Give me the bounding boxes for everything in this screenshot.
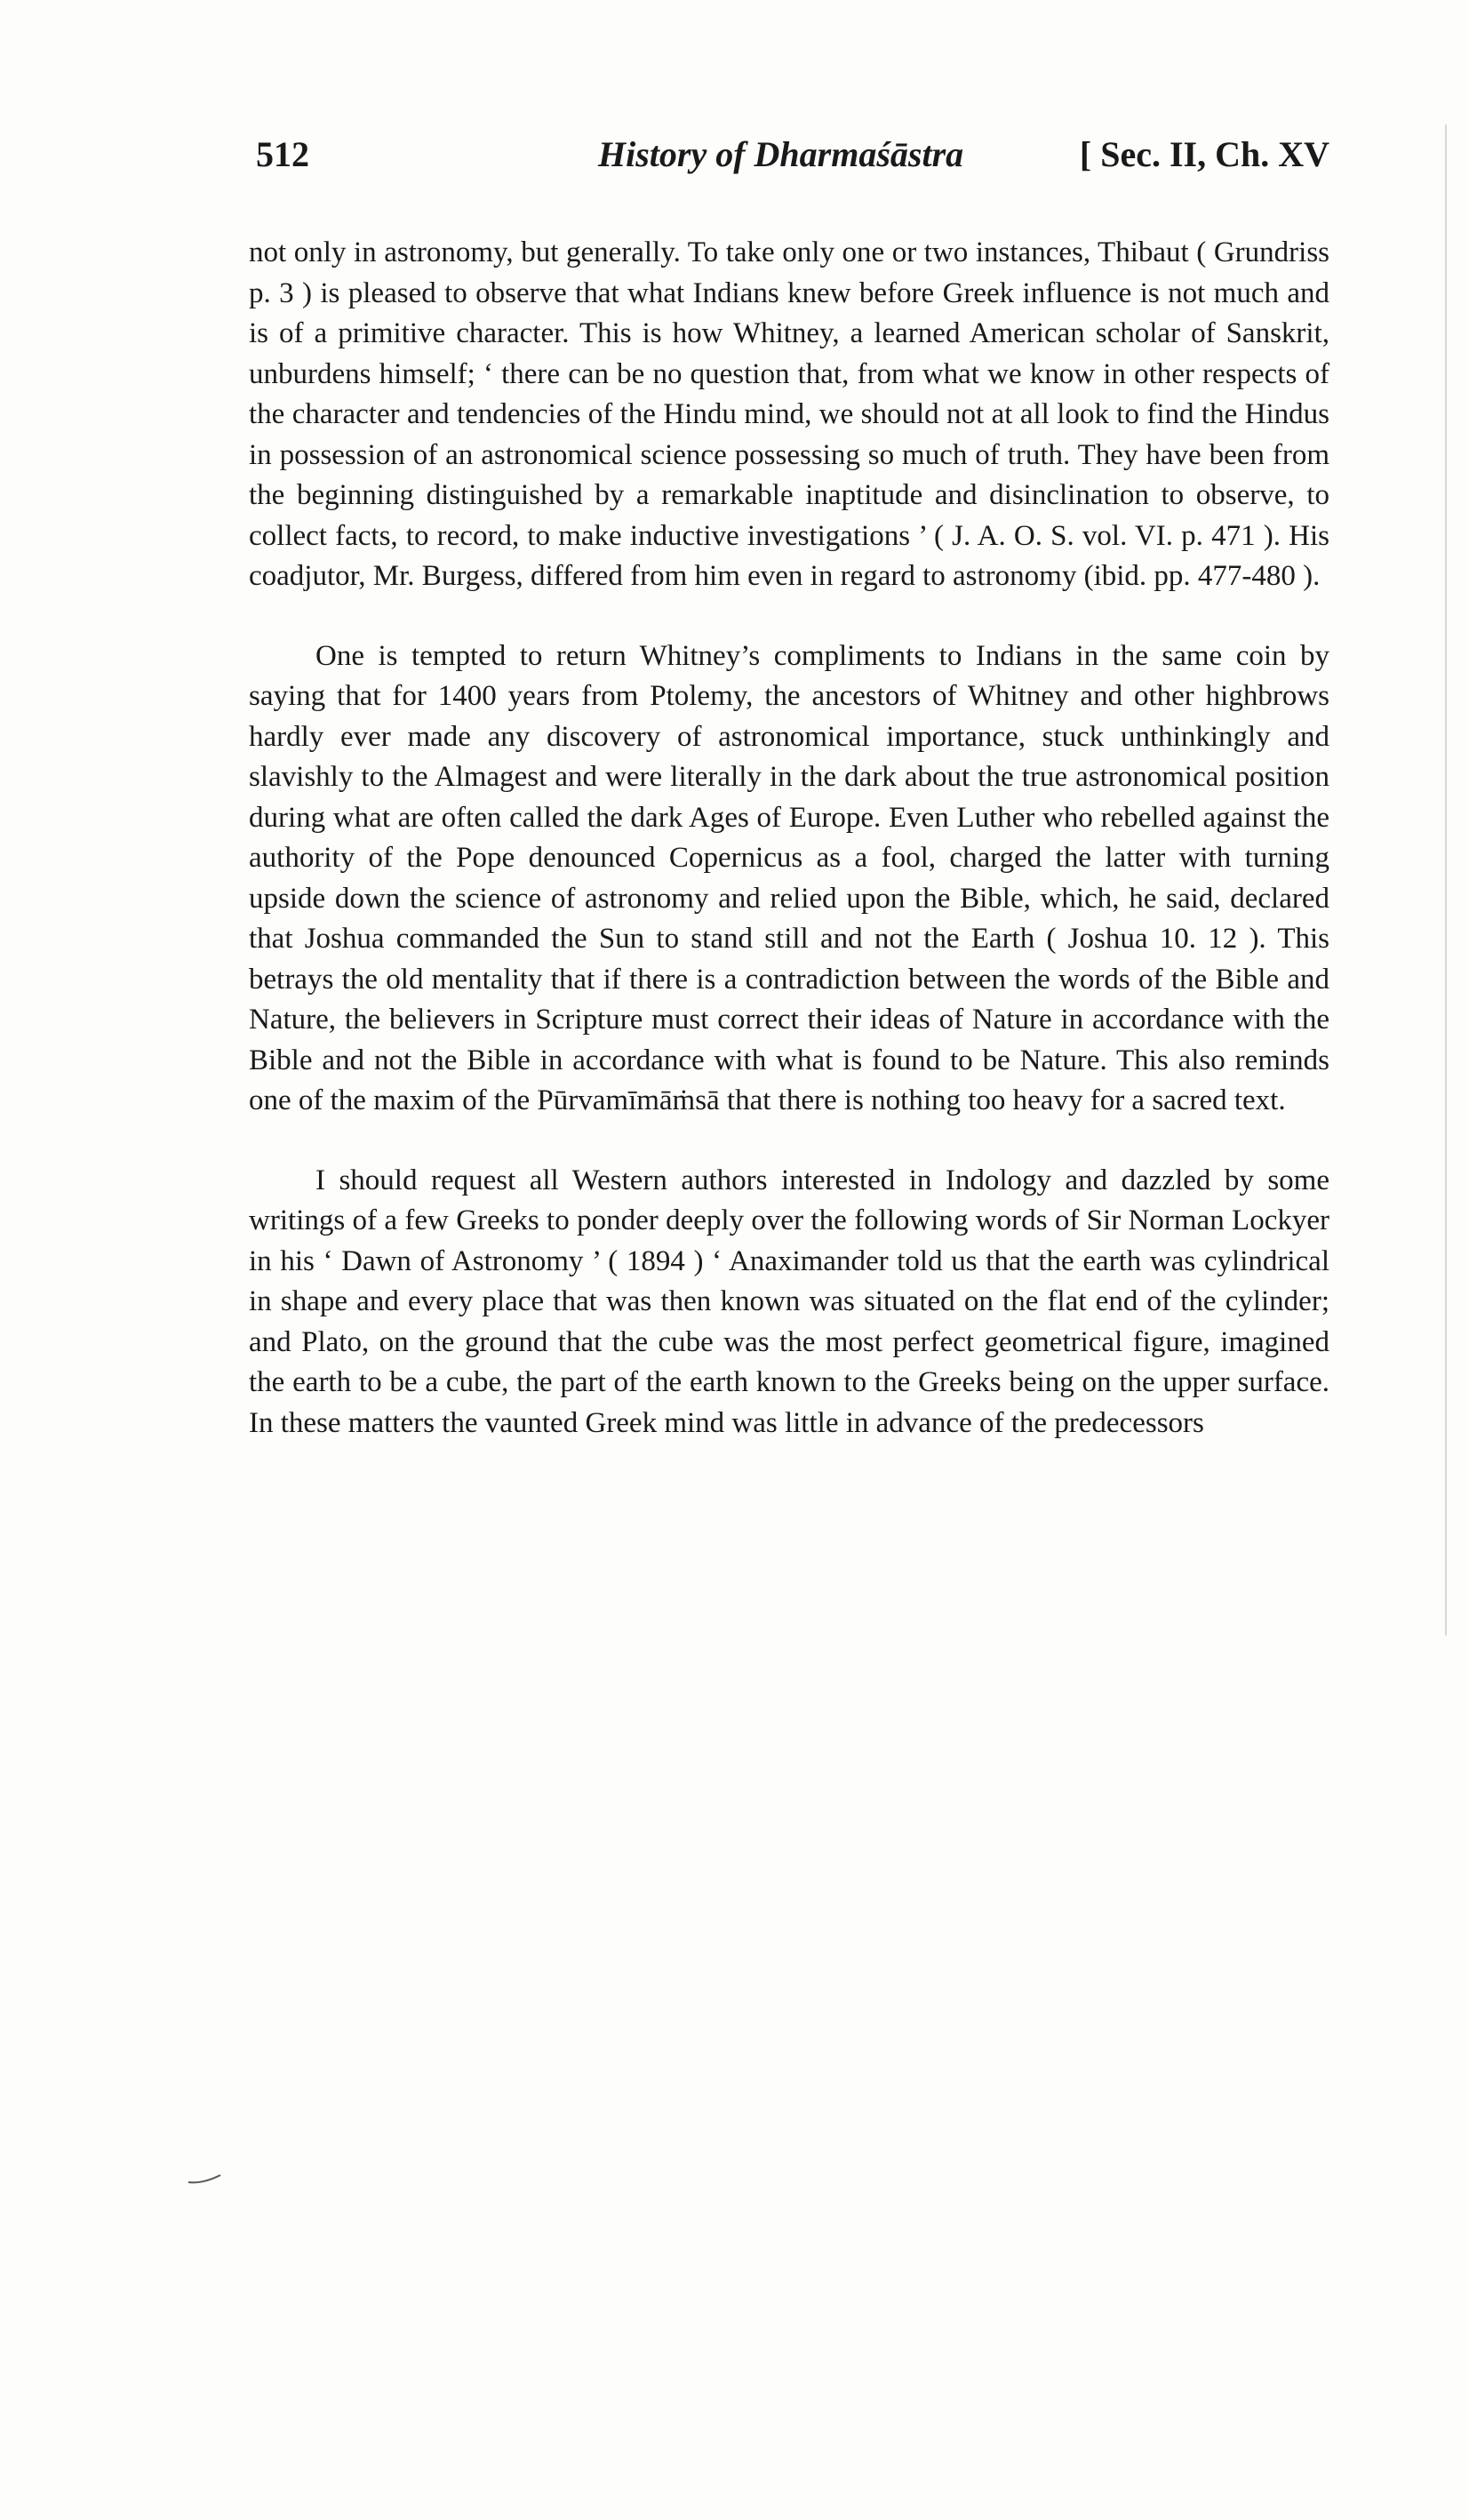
page-header: [256, 133, 1329, 187]
running-title: History of Dharmaśāstra: [598, 134, 964, 174]
paragraph-whitney-compliments: One is tempted to return Whitney’s compliments to Indians in the same coin by saying that for 1400 years from Ptolemy, the ancestors of Whitney and other highbrows hardly ever made any discovery of astronomical importance, stuck unthinkingly and slavishly to the Almagest and were literally in the dark about the true astronomical position during what are often called the dark Ages of Europe. Even Luther who rebelled against the authority of the Pope denounced Copernicus as a fool, charged the latter with turning upside down the science of astronomy and relied upon the Bible, which, he said, declared that Joshua commanded the Sun to stand still and not the Earth ( Joshua 10. 12 ). This betrays the old mentality that if there is a contradiction between the words of the Bible and Nature, the believers in Scripture must correct their ideas of Nature in accordance with the Bible and not the Bible in accordance with what is found to be Nature. This also reminds one of the maxim of the Pūrvamīmāṁsā that there is nothing too heavy for a sacred text.: [249, 639, 1329, 1116]
body-text: [249, 233, 1329, 1444]
paragraph-continuation: not only in astronomy, but generally. To take only one or two instances, Thibaut ( Grundriss p. 3 ) is pleased to observe that what Indians knew before Greek influence is not much and is of a primitive character. This is how Whitney, a learned American scholar of Sanskrit, unburdens himself; ‘ there can be no question that, from what we know in other respects of the character and tendencies of the Hindu mind, we should not at all look to find the Hindus in possession of an astronomical science possessing so much of truth. They have been from the beginning distinguished by a remarkable inaptitude and disinclination to observe, to collect facts, to record, to make inductive investigations ’ ( J. A. O. S. vol. VI. p. 471 ). His coadjutor, Mr. Burgess, differed from him even in regard to astronomy (ibid. pp. 477-480 ).: [249, 236, 1329, 592]
section-reference: [ Sec. II, Ch. XV: [1079, 134, 1329, 174]
paragraph-lockyer-quote: I should request all Western authors interested in Indology and dazzled by some writings of a few Greeks to ponder deeply over the following words of Sir Norman Lockyer in his ‘ Dawn of Astronomy ’ ( 1894 ) ‘ Anaximander told us that the earth was cylindrical in shape and every place that was then known was situated on the flat end of the cylinder; and Plato, on the ground that the cube was the most perfect geometrical figure, imagined the earth to be a cube, the part of the earth known to the Greeks being on the upper surface. In these matters the vaunted Greek mind was little in advance of the predecessors: [249, 1164, 1329, 1439]
page-edge-shadow: [1445, 124, 1447, 1636]
margin-pencil-mark: [187, 2173, 222, 2186]
page-number: 512: [256, 134, 309, 174]
